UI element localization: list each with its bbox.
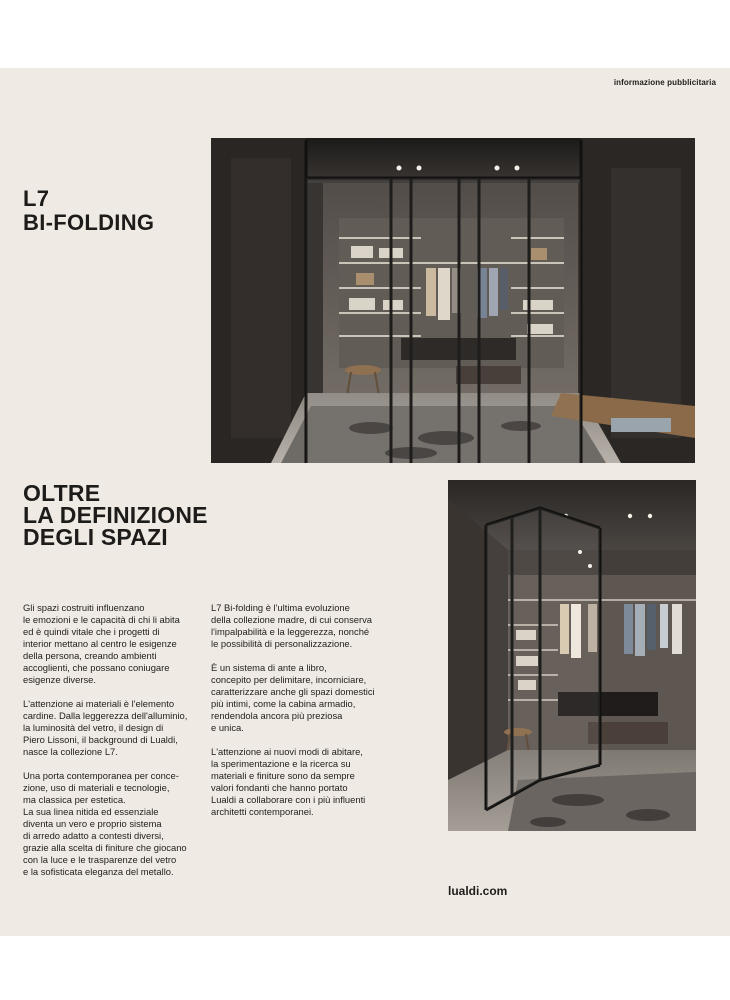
headline-line-3: DEGLI SPAZI <box>23 524 168 550</box>
text-column-left <box>23 602 223 890</box>
text-column-right <box>211 602 426 830</box>
paragraph: L'attenzione ai materiali è l'elemento cardine. Dalla leggerezza dell'alluminio, la luminosità del vetro, il design di Piero Lissoni, il background di Lualdi, nasce la collezione L7. <box>23 698 188 757</box>
advertorial-tag: informazione pubblicitaria <box>613 78 716 87</box>
paragraph: Una porta contemporanea per conce- zione, uso di materiali e tecnologie, ma classica per estetica. La sua linea nitida ed essenziale diventa un vero e proprio sistema di arredo adatto a contesti diversi, grazie alla scelta di finiture che giocano con la luce e le trasparenze del vetro e la sofisticata eleganza del metallo. <box>23 770 187 877</box>
product-title <box>23 187 154 235</box>
closet-photo-bifolding <box>448 480 696 831</box>
product-title-line-1: L7 <box>23 186 50 211</box>
paragraph: È un sistema di ante a libro, concepito per delimitare, incorniciare, caratterizzare anche gli spazi domestici più intimi, come la cabina armadio, rendendola ancora più preziosa e unica. <box>211 662 375 733</box>
headline-line-1: OLTRE <box>23 480 101 506</box>
closet-photo-front <box>211 138 695 463</box>
headline-line-2: LA DEFINIZIONE <box>23 502 208 528</box>
paragraph: Gli spazi costruiti influenzano le emozioni e le capacità di chi li abita ed è quindi vitale che i progetti di interior mettano al centro le esigenze della persona, creando ambienti accoglienti, che possano coniugare esigenze diverse. <box>23 602 180 685</box>
closet-bifolding-illustration <box>448 480 696 831</box>
closet-front-illustration <box>211 138 695 463</box>
paragraph: L7 Bi-folding è l'ultima evoluzione della collezione madre, di cui conserva l'impalpabilità e la leggerezza, nonché le possibilità di personalizzazione. <box>211 602 373 649</box>
paragraph: L'attenzione ai nuovi modi di abitare, la sperimentazione e la ricerca su materiali e finiture sono da sempre valori fondanti che hanno portato Lualdi a collaborare con i più influenti architetti contemporanei. <box>211 746 366 817</box>
article-headline <box>23 482 208 548</box>
website-link[interactable]: lualdi.com <box>448 884 508 898</box>
product-title-line-2: BI-FOLDING <box>23 210 155 235</box>
